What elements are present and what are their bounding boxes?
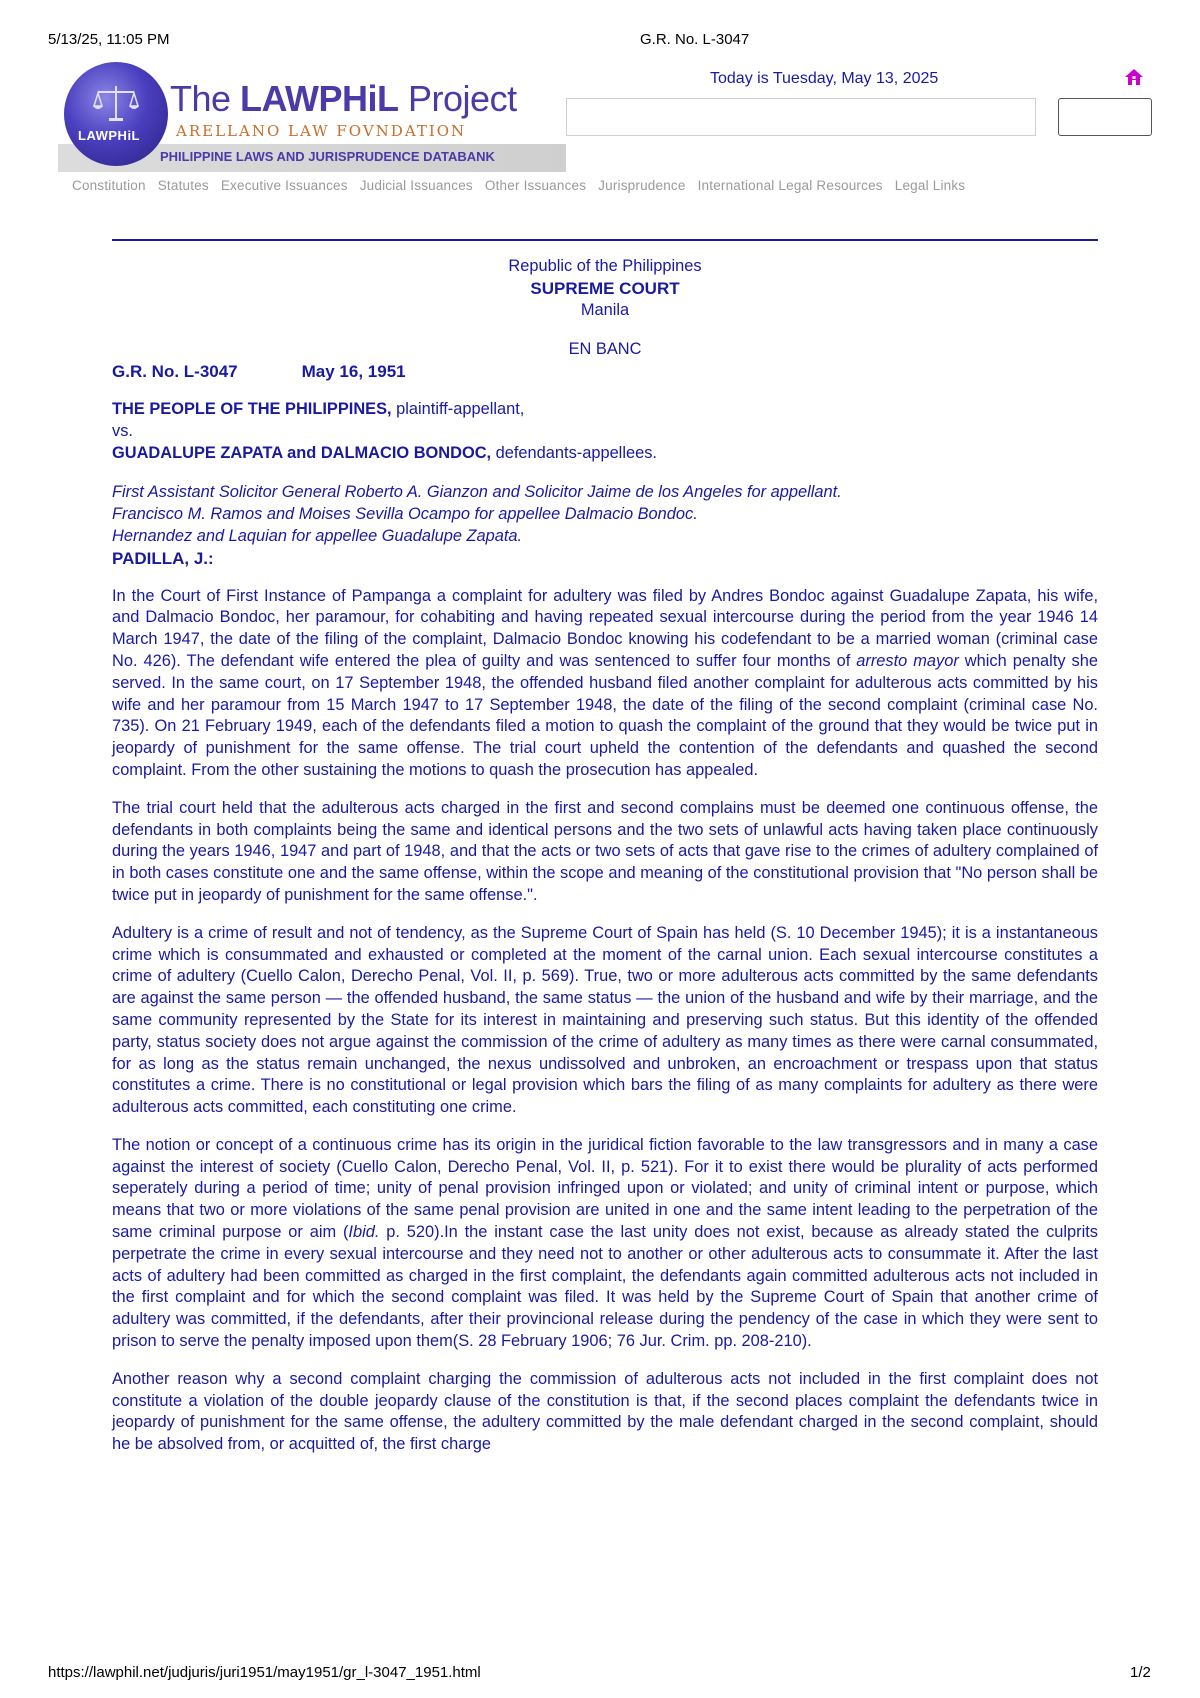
court-city: Manila	[580, 300, 630, 319]
nav-judicial-issuances[interactable]: Judicial Issuances	[359, 178, 473, 193]
nav-constitution[interactable]: Constitution	[72, 178, 146, 193]
logo-seal	[64, 62, 168, 166]
counsel-line: Francisco M. Ramos and Moises Sevilla Ocampo for appellee Dalmacio Bondoc.	[112, 505, 698, 524]
counsel-line: Hernandez and Laquian for appellee Guadalupe Zapata.	[112, 526, 523, 545]
paragraph-4: The notion or concept of a continuous crime has its origin in the juridical fiction favorable to the law transgressors and in many a case against the interest of society (Cuello Calon, Derecho Penal, Vol. II, p. 521). For it to exist there would be plurality of acts performed seperately during a period of time; unity of penal provision infringed upon or violated; and unity of criminal intent or purpose, which means that two or more violations of the same penal provision are united in one and the same intent leading to the perpetration of the same criminal purpose or aim (Ibid. p. 520).In the instant case the last unity does not exist, because as already stated the culprits perpetrate the crime in every sexual intercourse and they need not to another or other adulterous acts to consummate it. After the last acts of adultery had been committed as charged in the first complaint, the defendants again committed adulterous acts not included in the first complaint and for which the second complaint was filed. It was held by the Supreme Court of Spain that another crime of adultery was committed, if the defendants, after their provincional release during the pendency of the case in which they were sent to prison to serve the penalty imposed upon them(S. 28 February 1906; 76 Jur. Crim. pp. 208-210).	[112, 1135, 1098, 1351]
scales-of-justice-icon	[92, 84, 140, 124]
main-nav	[72, 178, 1112, 193]
defendants: GUADALUPE ZAPATA and DALMACIO BONDOC,	[112, 443, 492, 462]
search-input[interactable]	[566, 98, 1036, 136]
versus: vs.	[112, 421, 133, 440]
logo-subtitle: ARELLANO LAW FOVNDATION	[176, 122, 467, 140]
paragraph-2: The trial court held that the adulterous acts charged in the first and second complains must be deemed one continuous offense, the defendants in both complaints being the same and identical persons and the two sets of unlawful acts having taken place continuously during the years 1946, 1947 and part of 1948, and that the acts or two sets of acts that gave rise to the crimes of adultery complained of in both cases constitute one and the same offense, within the scope and meaning of the constitutional provision that "No person shall be twice put in jeopardy of punishment for the same offense.".	[112, 798, 1098, 904]
ponente: PADILLA, J.:	[112, 548, 214, 568]
paragraph-3: Adultery is a crime of result and not of tendency, as the Supreme Court of Spain has held (S. 10 December 1945); it is a instantaneous crime which is consummated and exhausted or completed at the moment of the carnal union. Each sexual intercourse constitutes a crime of adultery (Cuello Calon, Derecho Penal, Vol. II, p. 569). True, two or more adulterous acts committed by the same defendants are against the same person — the offended husband, the same status — the union of the husband and wife by their marriage, and the same community represented by the State for its interest in maintaining and preserving such status. But this identity of the offended party, status society does not argue against the commission of the crime of adultery as many times as there were carnal consummated, for as long as the status remain unchanged, the nexus undissolved and unbroken, an encroachment or trespass upon that status constitutes a crime. There is no constitutional or legal provision which bars the filing of as many complaints for adultery as there were adulterous acts committed, each constituting one crime.	[112, 923, 1098, 1117]
republic-line: Republic of the Philippines	[508, 257, 702, 275]
case-header	[112, 361, 1098, 383]
print-datetime: 5/13/25, 11:05 PM	[48, 31, 170, 48]
print-page-number: 1/2	[1130, 1664, 1151, 1681]
division: EN BANC	[568, 340, 642, 359]
counsel-list	[112, 482, 1098, 547]
plaintiff-role: plaintiff-appellant,	[391, 399, 525, 418]
case-number: G.R. No. L-3047	[112, 362, 238, 382]
search-button[interactable]	[1058, 98, 1152, 136]
nav-international-legal-resources[interactable]: International Legal Resources	[697, 178, 883, 193]
print-title: G.R. No. L-3047	[640, 31, 750, 48]
nav-statutes[interactable]: Statutes	[157, 178, 209, 193]
nav-legal-links[interactable]: Legal Links	[894, 178, 966, 193]
site-logo[interactable]	[58, 60, 566, 172]
defendants-role: defendants-appellees.	[491, 443, 657, 462]
nav-executive-issuances[interactable]: Executive Issuances	[220, 178, 348, 193]
nav-jurisprudence[interactable]: Jurisprudence	[598, 178, 686, 193]
court-name: SUPREME COURT	[530, 278, 680, 298]
paragraph-5: Another reason why a second complaint charging the commission of adulterous acts not included in the first complaint does not constitute a violation of the double jeopardy clause of the constitution is that, if the second places complaint the defendants twice in jeopardy of punishment for the same offense, the adultery committed by the male defendant charged in the second complaint, should he be absolved from, or acquitted of, the first charge	[112, 1369, 1098, 1454]
logo-band-text: PHILIPPINE LAWS AND JURISPRUDENCE DATABANK	[160, 149, 495, 164]
plaintiff: THE PEOPLE OF THE PHILIPPINES,	[112, 399, 392, 418]
decision-date: May 16, 1951	[301, 362, 406, 382]
print-url: https://lawphil.net/judjuris/juri1951/may1951/gr_l-3047_1951.html	[48, 1664, 481, 1681]
logo-mini-text: LAWPHiL	[78, 128, 140, 143]
logo-title: The LAWPHiL Project	[170, 78, 517, 119]
nav-other-issuances[interactable]: Other Issuances	[484, 178, 587, 193]
today-date: Today is Tuesday, May 13, 2025	[710, 70, 939, 87]
paragraph-1: In the Court of First Instance of Pampanga a complaint for adultery was filed by Andres Bondoc against Guadalupe Zapata, his wife, and Dalmacio Bondoc, her paramour, for cohabiting and having repeated sexual intercourse during the period from the year 1946 14 March 1947, the date of the filing of the complaint, Dalmacio Bondoc knowing his codefendant to be a married woman (criminal case No. 426). The defendant wife entered the plea of guilty and was sentenced to suffer four months of arresto mayor which penalty she served. In the same court, on 17 September 1948, the offended husband filed another complaint for adulterous acts committed by his wife and her paramour from 15 March 1947 to 17 September 1948, the date of the filing of the second complaint (criminal case No. 735). On 21 February 1949, each of the defendants filed a motion to quash the complaint of the ground that they would be twice put in jeopardy of punishment for the same offense. The trial court upheld the contention of the defendants and quashed the second complaint. From the other sustaining the motions to quash the prosecution has appealed.	[112, 586, 1098, 779]
header-divider	[112, 239, 1098, 241]
counsel-line: First Assistant Solicitor General Roberto A. Gianzon and Solicitor Jaime de los Angeles for appellant.	[112, 483, 842, 502]
parties	[112, 399, 1098, 464]
decision-document	[112, 256, 1098, 1456]
home-icon[interactable]	[1124, 68, 1144, 86]
